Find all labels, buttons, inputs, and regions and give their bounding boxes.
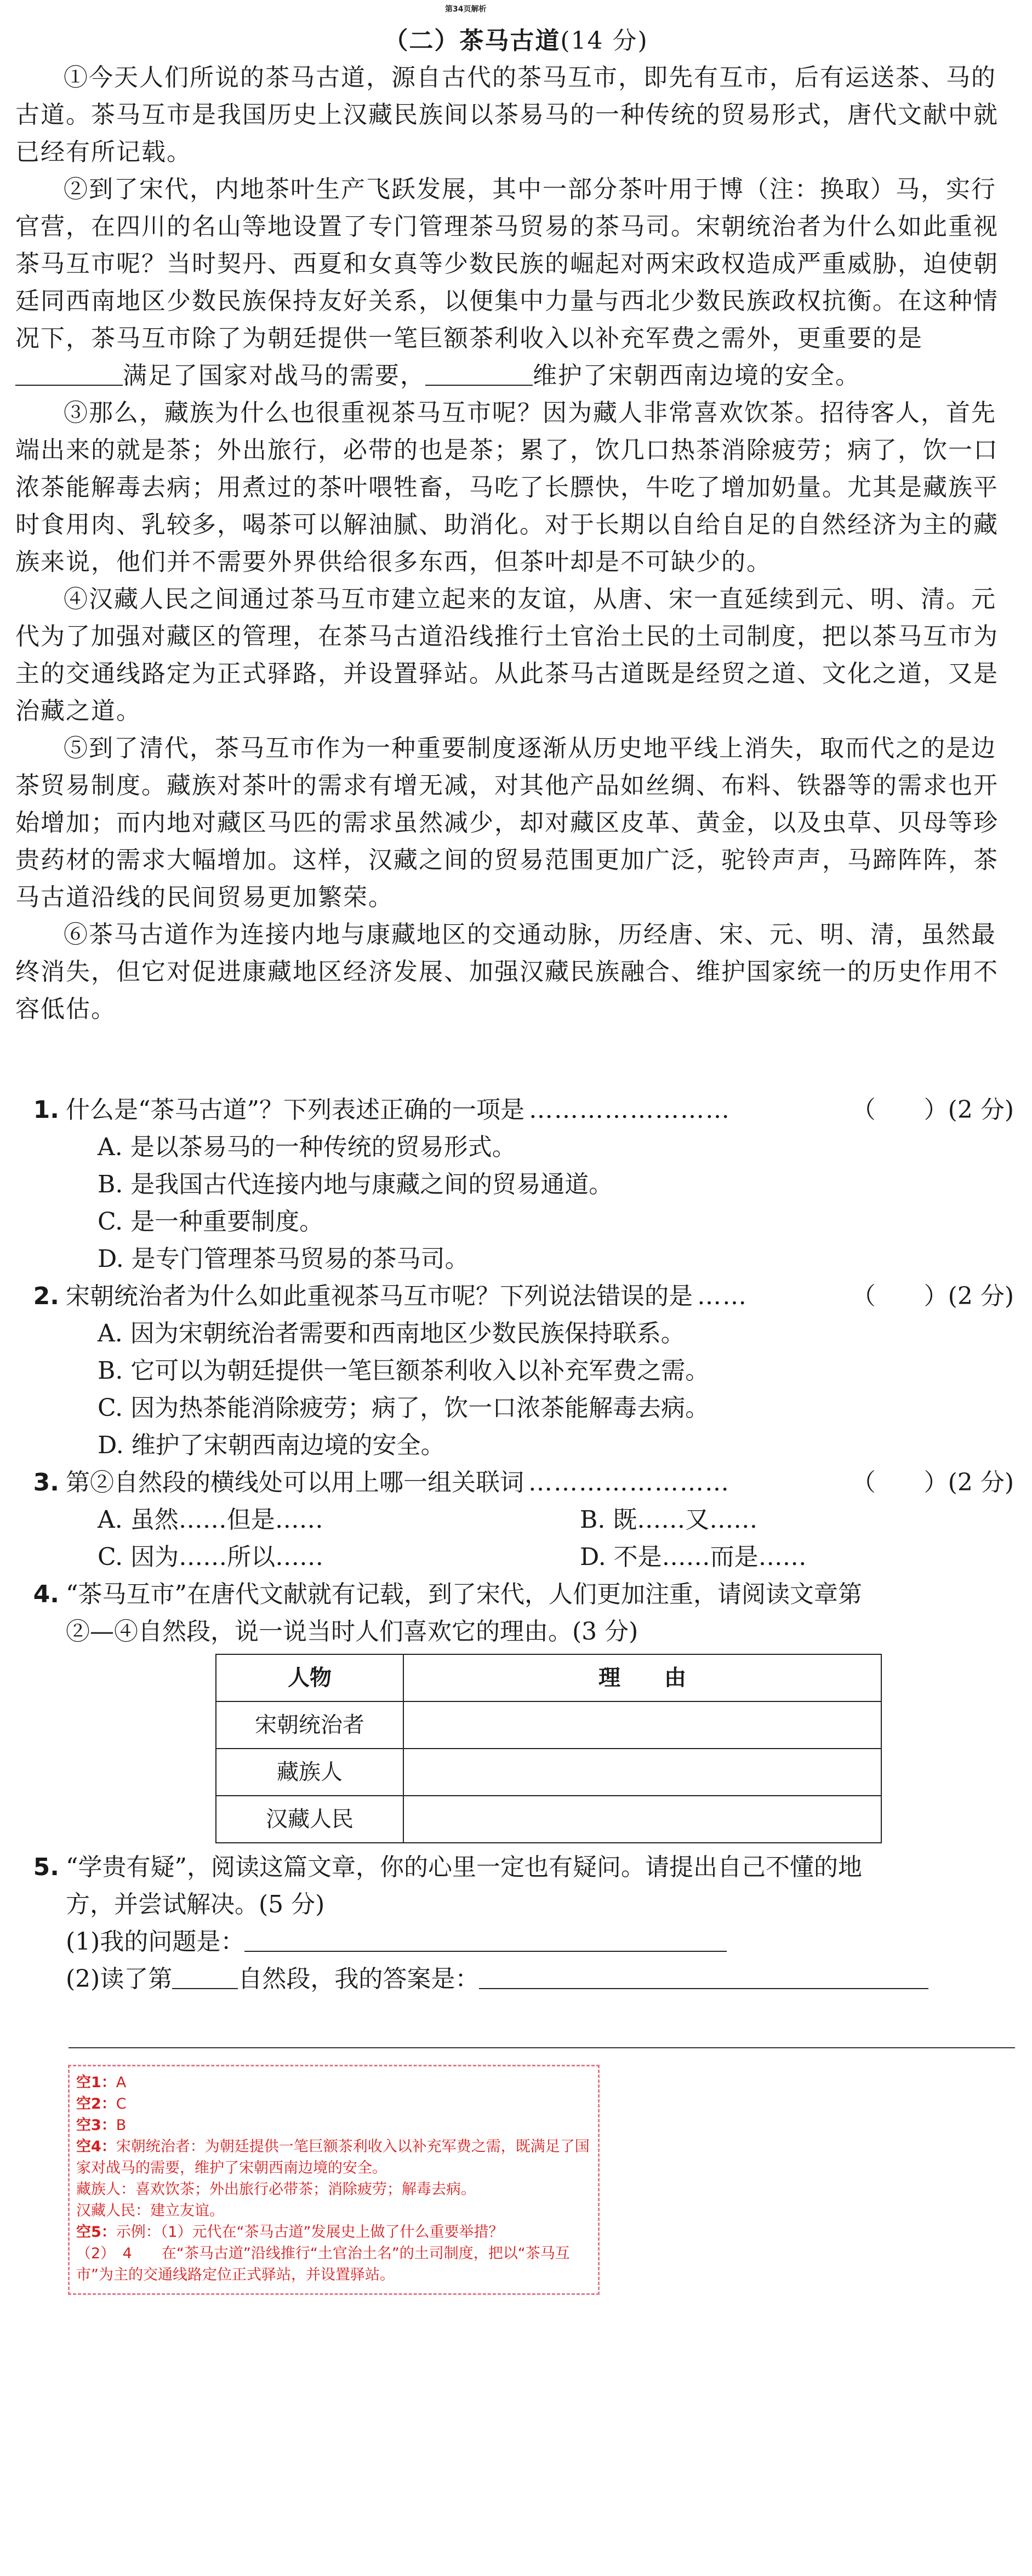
answer-1-value: A	[116, 2074, 127, 2091]
question-5-sub-2-label-b: 自然段，我的答案是：	[238, 1965, 480, 1993]
question-list	[15, 1092, 1014, 1998]
paragraph-5: ⑤到了清代，茶马互市作为一种重要制度逐渐从历史地平线上消失，取而代之的是边茶贸易制度。藏族对茶叶的需求有增无减，对其他产品如丝绸、布料、铁器等的需求也开始增加；而内地对藏区马匹的需求虽然减少，却对藏区皮革、黄金，以及虫草、贝母等珍贵药材的需求大幅增加。这样，汉藏之间的贸易范围更加广泛，驼铃声声，马蹄阵阵，茶马古道沿线的民间贸易更加繁荣。	[15, 734, 999, 911]
question-5-answer-line-1[interactable]	[244, 1929, 727, 1952]
question-2-option-d[interactable]: D. 维护了宋朝西南边境的安全。	[98, 1431, 445, 1459]
section-score: (14 分)	[560, 27, 648, 55]
question-5	[15, 1849, 1014, 1998]
reason-table	[215, 1654, 882, 1843]
question-2-number: 2.	[33, 1282, 59, 1310]
question-1-number: 1.	[33, 1096, 59, 1124]
question-5-sub-2-label-a: (2)读了第	[66, 1965, 173, 1993]
reason-table-answer-cell[interactable]	[403, 1749, 881, 1796]
question-5-text-line-2: 方，并尝试解决。(5 分)	[66, 1890, 325, 1918]
answer-4	[76, 2136, 591, 2179]
page-note: 第34页解析	[445, 5, 487, 14]
question-2-answer-paren[interactable]: （ ）(2 分)	[851, 1282, 1014, 1310]
answer-5-line-1: 示例：（1）元代在“茶马古道”发展史上做了什么重要举措？	[116, 2224, 504, 2241]
question-2	[15, 1278, 1014, 1464]
paragraph-3: ③那么，藏族为什么也很重视茶马互市呢？因为藏人非常喜欢饮茶。招待客人，首先端出来的就是茶；外出旅行，必带的也是茶；累了，饮几口热茶消除疲劳；病了，饮一口浓茶能解毒去病；用煮过的茶叶喂牲畜，马吃了长膘快，牛吃了增加奶量。尤其是藏族平时食用肉、乳较多，喝茶可以解油腻、助消化。对于长期以自给自足的自然经济为主的藏族来说，他们并不需要外界供给很多东西，但茶叶却是不可缺少的。	[15, 399, 999, 576]
question-4-number: 4.	[33, 1580, 59, 1608]
question-3-options	[15, 1501, 1014, 1576]
answer-2-value: C	[116, 2095, 127, 2112]
question-4	[15, 1576, 1014, 1843]
paragraph-6: ⑥茶马古道作为连接内地与康藏地区的交通动脉，历经唐、宋、元、明、清，虽然最终消失，但它对促进康藏地区经济发展、加强汉藏民族融合、维护国家统一的历史作用不容低估。	[15, 921, 999, 1023]
paragraph-1: ①今天人们所说的茶马古道，源自古代的茶马互市，即先有互市，后有运送茶、马的古道。茶马互市是我国历史上汉藏民族间以茶易马的一种传统的贸易形式，唐代文献中就已经有所记载。	[15, 64, 999, 166]
table-row	[216, 1749, 881, 1796]
question-3-option-c[interactable]: C. 因为……所以……	[98, 1543, 324, 1571]
reason-table-person: 宋朝统治者	[216, 1701, 403, 1749]
question-1-answer-paren[interactable]: （ ）(2 分)	[851, 1096, 1014, 1124]
answer-1	[76, 2072, 591, 2093]
answer-3	[76, 2115, 591, 2136]
answer-3-value: B	[116, 2117, 127, 2134]
section-title-text: （二）茶马古道	[384, 27, 561, 55]
answer-key-box	[68, 2065, 600, 2295]
paragraph-4: ④汉藏人民之间通过茶马互市建立起来的友谊，从唐、宋一直延续到元、明、清。元代为了加强对藏区的管理，在茶马古道沿线推行土官治土民的土司制度，把以茶马互市为主的交通线路定为正式驿路，并设置驿站。从此茶马古道既是经贸之道、文化之道，又是治藏之道。	[15, 585, 999, 725]
reading-passage	[15, 59, 1014, 1028]
question-1-text: 什么是“茶马古道”？下列表述正确的一项是	[66, 1096, 524, 1124]
answer-2	[76, 2093, 591, 2115]
table-row	[216, 1796, 881, 1843]
answer-3-key: 空3：	[76, 2117, 116, 2134]
question-1-option-c[interactable]: C. 是一种重要制度。	[98, 1208, 324, 1236]
answer-divider-line	[69, 2047, 1015, 2048]
reason-table-answer-cell[interactable]	[403, 1796, 881, 1843]
answer-5	[76, 2221, 591, 2243]
question-1	[15, 1092, 1014, 1278]
answer-4-line-1: 宋朝统治者：为朝廷提供一笔巨额茶利收入以补充军费之需，既满足了国家对战马的需要，维护了宋朝西南边境的安全。	[76, 2138, 590, 2177]
answer-5-line-2: （2） 4 在“茶马古道”沿线推行“土官治土名”的土司制度，把以“茶马互市”为主的交通线路定位正式驿站，并设置驿站。	[76, 2245, 570, 2283]
question-2-text: 宋朝统治者为什么如此重视茶马互市呢？下列说法错误的是	[66, 1282, 693, 1310]
reason-table-header-person: 人物	[216, 1654, 403, 1701]
paragraph-2-part-b: 满足了国家对战马的需要，	[123, 362, 425, 390]
question-4-text-line-2: ②—④自然段，说一说当时人们喜欢它的理由。(3 分)	[66, 1618, 638, 1646]
question-3-option-b[interactable]: B. 既……又……	[580, 1506, 758, 1534]
question-2-option-c[interactable]: C. 因为热茶能消除疲劳；病了，饮一口浓茶能解毒去病。	[98, 1394, 710, 1422]
question-5-paragraph-blank[interactable]	[172, 1966, 238, 1989]
section-title	[0, 21, 1032, 56]
paragraph-2	[15, 171, 1014, 395]
reason-table-person: 汉藏人民	[216, 1796, 403, 1843]
question-5-number: 5.	[33, 1853, 59, 1881]
answer-4-line-2: 藏族人：喜欢饮茶；外出旅行必带茶；消除疲劳；解毒去病。	[76, 2181, 476, 2198]
paragraph-2-part-a: ②到了宋代，内地茶叶生产飞跃发展，其中一部分茶叶用于博（注：换取）马，实行官营，在四川的名山等地设置了专门管理茶马贸易的茶马司。宋朝统治者为什么如此重视茶马互市呢？当时契丹、西夏和女真等少数民族的崛起对两宋政权造成严重威胁，迫使朝廷同西南地区少数民族保持友好关系，以便集中力量与西北少数民族政权抗衡。在这种情况下，茶马互市除了为朝廷提供一笔巨额茶利收入以补充军费之需外，更重要的是	[15, 175, 999, 352]
question-3-option-d[interactable]: D. 不是……而是……	[580, 1543, 807, 1571]
fill-blank-1[interactable]	[15, 363, 123, 386]
answer-5-key: 空5：	[76, 2224, 116, 2241]
paragraph-2-part-c: 维护了宋朝西南边境的安全。	[533, 362, 860, 390]
table-row	[216, 1701, 881, 1749]
answer-4-line-3: 汉藏人民：建立友谊。	[76, 2202, 224, 2219]
question-5-sub-2	[15, 1961, 1014, 1998]
reason-table-header-reason: 理 由	[403, 1654, 881, 1701]
question-3-text: 第②自然段的横线处可以用上哪一组关联词	[66, 1469, 524, 1497]
question-3-leader: ……………………	[528, 1469, 730, 1497]
question-1-option-b[interactable]: B. 是我国古代连接内地与康藏之间的贸易通道。	[98, 1170, 613, 1198]
fill-blank-2[interactable]	[425, 363, 533, 386]
answer-1-key: 空1：	[76, 2074, 116, 2091]
question-5-sub-1-label: (1)我的问题是：	[66, 1928, 245, 1956]
question-5-answer-line-2[interactable]	[479, 1966, 928, 1989]
question-4-text-line-1: “茶马互市”在唐代文献就有记载，到了宋代，人们更加注重，请阅读文章第	[66, 1580, 862, 1608]
question-2-leader: ……	[697, 1282, 748, 1310]
answer-2-key: 空2：	[76, 2095, 116, 2112]
question-3	[15, 1464, 1014, 1576]
question-3-number: 3.	[33, 1469, 59, 1497]
answer-4-key: 空4：	[76, 2138, 116, 2155]
reason-table-person: 藏族人	[216, 1749, 403, 1796]
reason-table-answer-cell[interactable]	[403, 1701, 881, 1749]
reason-table-header	[216, 1654, 881, 1701]
question-1-option-a[interactable]: A. 是以茶易马的一种传统的贸易形式。	[98, 1133, 516, 1161]
question-2-option-a[interactable]: A. 因为宋朝统治者需要和西南地区少数民族保持联系。	[98, 1320, 685, 1347]
question-5-sub-1	[15, 1923, 1014, 1961]
question-1-option-d[interactable]: D. 是专门管理茶马贸易的茶马司。	[98, 1245, 469, 1273]
question-3-answer-paren[interactable]: （ ）(2 分)	[851, 1469, 1014, 1497]
question-2-option-b[interactable]: B. 它可以为朝廷提供一笔巨额茶利收入以补充军费之需。	[98, 1357, 710, 1385]
question-1-leader: ……………………	[529, 1096, 731, 1124]
question-3-option-a[interactable]: A. 虽然……但是……	[98, 1506, 323, 1534]
question-5-text-line-1: “学贵有疑”，阅读这篇文章，你的心里一定也有疑问。请提出自己不懂的地	[66, 1853, 862, 1881]
